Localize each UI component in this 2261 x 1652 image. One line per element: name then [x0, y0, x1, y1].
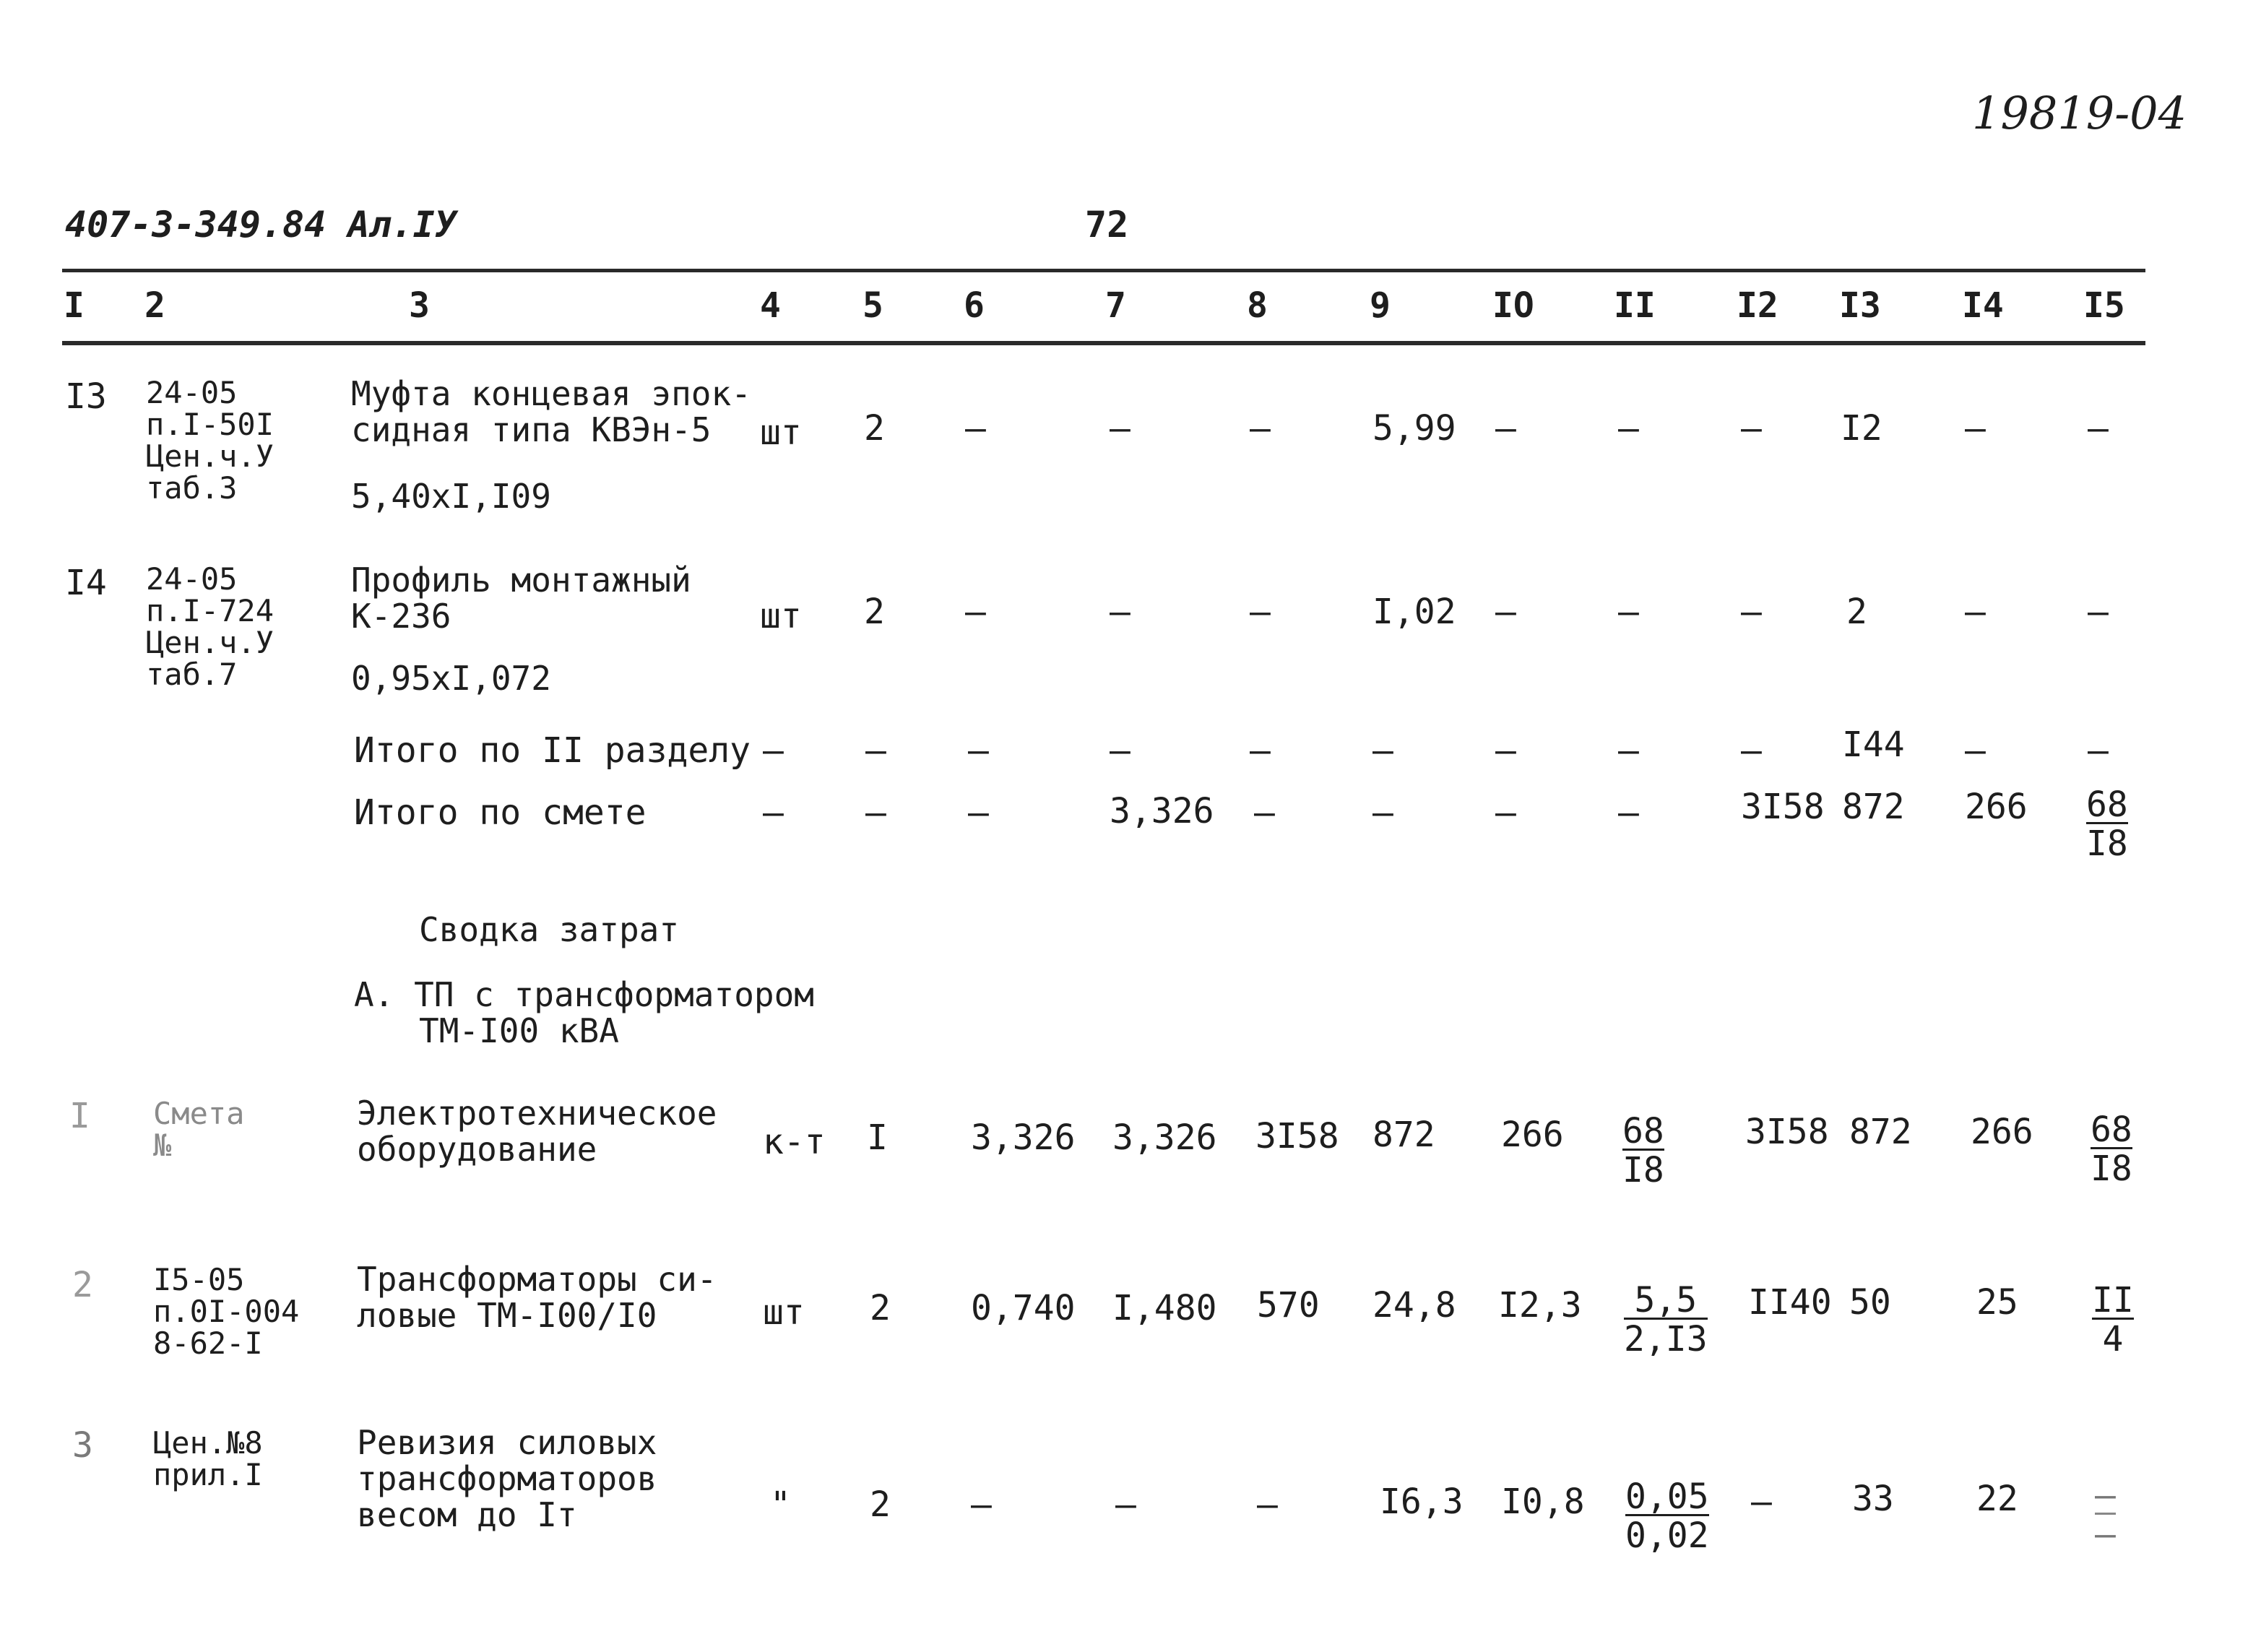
header-top-rule: [62, 269, 2145, 272]
col-6-value: –: [965, 592, 986, 632]
item-name: Ревизия силовых трансформаторов весом до Iт: [357, 1423, 657, 1534]
col-15-value: –: [2088, 730, 2109, 771]
item-calculation: 0,95хI,072: [351, 659, 551, 698]
document-reference: 407-3-349.84 Ал.IУ: [65, 204, 457, 246]
row-number: 3: [72, 1425, 93, 1466]
col-15-value: –: [2088, 408, 2109, 449]
fraction-numerator: 0,05: [1625, 1476, 1709, 1517]
unit: шт: [763, 1292, 805, 1333]
col-4-value: –: [763, 730, 784, 771]
col-12-value: 3I58: [1741, 787, 1825, 827]
col-header-1: I: [64, 285, 85, 326]
archive-number: 19819-04: [1972, 87, 2187, 139]
price-reference: Цен.№8 прил.I: [153, 1425, 263, 1492]
unit: к-т: [763, 1122, 826, 1162]
col-8-value: –: [1254, 792, 1275, 833]
col-15-fraction: [2091, 1112, 2132, 1188]
col-4-value: –: [763, 792, 784, 833]
col-13-value: 872: [1849, 1112, 1912, 1152]
col-13-value: 33: [1852, 1479, 1894, 1519]
col-header-5: 5: [863, 285, 883, 326]
price-reference: 24-05 п.I-50I Цен.ч.У таб.3: [146, 375, 274, 506]
col-7-value: 3,326: [1110, 791, 1214, 831]
col-12-value: 3I58: [1745, 1112, 1829, 1152]
col-13-value: 50: [1849, 1282, 1891, 1323]
fraction-numerator: 68: [2091, 1110, 2132, 1150]
col-7-value: –: [1110, 592, 1130, 632]
unit: шт: [760, 596, 802, 636]
col-8-value: –: [1250, 592, 1271, 632]
fraction-denominator: 2,I3: [1624, 1319, 1708, 1359]
col-15-fraction: [2086, 784, 2128, 864]
col-6-value: –: [968, 730, 989, 771]
row-number: 2: [72, 1265, 93, 1305]
quantity: 2: [864, 408, 885, 449]
col-10-value: I0,8: [1501, 1482, 1585, 1522]
price-reference: I5-05 п.0I-004 8-62-I: [153, 1262, 300, 1361]
col-7-value: –: [1115, 1484, 1136, 1525]
col-11-fraction: [1625, 1476, 1709, 1556]
col-13-value: I2: [1841, 408, 1882, 449]
col-7-value: I,480: [1112, 1288, 1217, 1328]
col-8-value: –: [1250, 730, 1271, 771]
col-header-7: 7: [1105, 285, 1126, 326]
col-12-value: II40: [1748, 1282, 1832, 1323]
total-label: Итого по II разделу: [354, 730, 751, 771]
col-14-value: 22: [1976, 1479, 2018, 1519]
col-7-value: –: [1110, 730, 1130, 771]
col-9-value: I6,3: [1380, 1482, 1464, 1522]
col-header-3: 3: [409, 285, 430, 326]
row-number: I4: [65, 563, 107, 603]
fraction-denominator: I8: [2091, 1149, 2132, 1189]
col-header-2: 2: [144, 285, 165, 326]
fraction-denominator: I8: [1622, 1150, 1664, 1190]
col-header-6: 6: [964, 285, 985, 326]
col-14-value: –: [1965, 408, 1986, 449]
row-number: I3: [65, 376, 107, 417]
quantity: 2: [870, 1288, 891, 1328]
col-8-value: 570: [1257, 1285, 1320, 1326]
col-header-14: I4: [1962, 285, 2004, 326]
col-15-value: –: [2088, 592, 2109, 632]
col-10-value: –: [1495, 592, 1516, 632]
col-8-value: –: [1257, 1484, 1278, 1525]
col-5-value: –: [865, 730, 886, 771]
col-11-value: –: [1618, 792, 1639, 833]
fraction-numerator: 5,5: [1624, 1283, 1708, 1320]
col-8-value: –: [1250, 408, 1271, 449]
total-label: Итого по смете: [354, 792, 647, 833]
col-10-value: –: [1495, 408, 1516, 449]
col-12-value: –: [1751, 1482, 1772, 1522]
col-10-value: –: [1495, 792, 1516, 833]
col-13-value: 872: [1842, 787, 1905, 827]
header-bottom-rule: [62, 341, 2145, 345]
row-number: I: [69, 1096, 90, 1136]
col-header-10: IO: [1492, 285, 1534, 326]
col-header-11: II: [1614, 285, 1656, 326]
col-14-value: –: [1965, 592, 1986, 632]
col-13-value: I44: [1842, 725, 1905, 765]
summary-subtitle: А. ТП с трансформатором ТМ-I00 кВА: [354, 975, 814, 1050]
col-6-value: –: [965, 408, 986, 449]
item-name: Профиль монтажный К-236: [351, 561, 691, 636]
col-8-value: 3I58: [1255, 1116, 1339, 1156]
item-name: Трансформаторы си- ловые ТМ-I00/I0: [357, 1260, 717, 1335]
col-11-value: –: [1618, 408, 1639, 449]
summary-title: Сводка затрат: [419, 910, 680, 949]
col-12-value: –: [1741, 730, 1762, 771]
fraction-denominator: I8: [2086, 823, 2128, 864]
col-6-value: –: [968, 792, 989, 833]
col-header-15: I5: [2083, 285, 2125, 326]
col-11-value: –: [1618, 730, 1639, 771]
col-6-value: 3,326: [971, 1117, 1076, 1158]
quantity: 2: [864, 592, 885, 632]
quantity: 2: [870, 1484, 891, 1525]
col-14-value: 266: [1965, 787, 2028, 827]
col-11-fraction: [1624, 1280, 1708, 1359]
col-9-value: 24,8: [1372, 1285, 1456, 1326]
col-header-8: 8: [1247, 285, 1268, 326]
col-14-value: –: [1965, 730, 1986, 771]
fraction-numerator: II: [2092, 1280, 2134, 1320]
fraction-numerator: 68: [2086, 784, 2128, 825]
col-header-12: I2: [1737, 285, 1778, 326]
col-15-fraction: [2095, 1475, 2116, 1554]
col-header-13: I3: [1839, 285, 1881, 326]
col-7-value: –: [1110, 408, 1130, 449]
col-7-value: 3,326: [1112, 1117, 1217, 1158]
item-name: Муфта концевая эпок- сидная типа КВЭн-5: [351, 374, 751, 449]
fraction-numerator: –: [2095, 1475, 2116, 1515]
price-reference: 24-05 п.I-724 Цен.ч.У таб.7: [146, 561, 274, 692]
col-15-fraction: [2092, 1280, 2134, 1359]
col-9-value: –: [1372, 792, 1393, 833]
col-header-9: 9: [1370, 285, 1391, 326]
col-11-value: –: [1618, 592, 1639, 632]
col-6-value: 0,740: [971, 1288, 1076, 1328]
page-number: 72: [1085, 204, 1129, 246]
col-10-value: 266: [1501, 1115, 1564, 1155]
fraction-numerator: 68: [1622, 1111, 1664, 1151]
item-name: Электротехническое оборудование: [357, 1094, 717, 1169]
col-9-value: I,02: [1372, 592, 1456, 632]
fraction-denominator: –: [2095, 1514, 2116, 1554]
col-9-value: 872: [1372, 1115, 1435, 1155]
price-reference: Смета №: [153, 1096, 245, 1163]
col-6-value: –: [971, 1484, 992, 1525]
fraction-denominator: 0,02: [1625, 1515, 1709, 1556]
fraction-denominator: 4: [2102, 1319, 2124, 1359]
item-calculation: 5,40хI,I09: [351, 477, 551, 516]
unit: шт: [760, 412, 802, 453]
col-12-value: –: [1741, 408, 1762, 449]
unit: ": [770, 1484, 791, 1525]
col-9-value: –: [1372, 730, 1393, 771]
col-11-fraction: [1622, 1111, 1664, 1190]
col-12-value: –: [1741, 592, 1762, 632]
col-9-value: 5,99: [1372, 408, 1456, 449]
col-header-4: 4: [760, 285, 781, 326]
col-14-value: 25: [1976, 1282, 2018, 1323]
col-5-value: –: [865, 792, 886, 833]
quantity: I: [867, 1117, 888, 1158]
col-13-value: 2: [1846, 592, 1867, 632]
col-10-value: –: [1495, 730, 1516, 771]
col-14-value: 266: [1971, 1112, 2033, 1152]
col-10-value: I2,3: [1498, 1285, 1582, 1326]
